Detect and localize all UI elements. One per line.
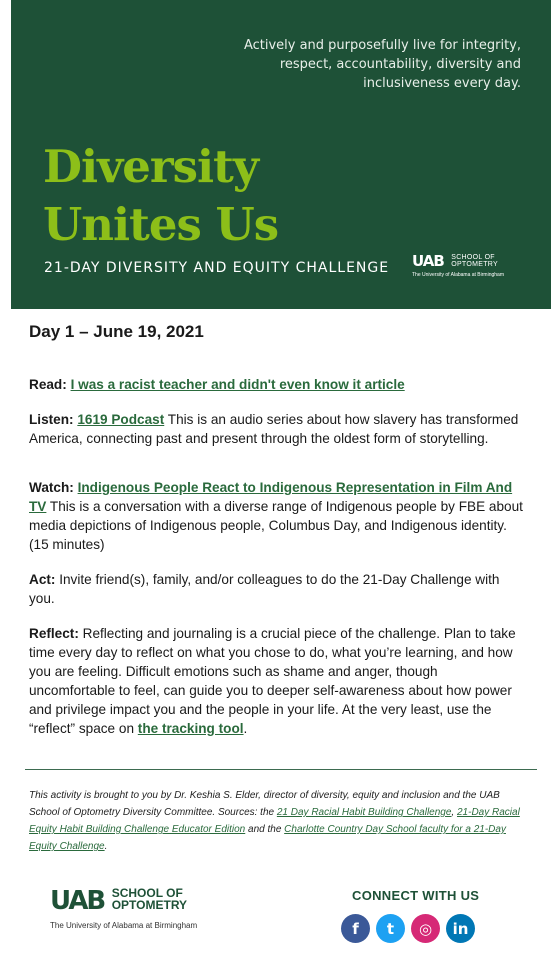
reflect-text: Reflecting and journaling is a crucial piece of the challenge. Plan to take time every day to reflect on what you chose to do, what you’re learning, and how you are feeling. Difficult emotions such as shame and anger, though uncomfortable to feel, can guide you to deeper self-awareness about how power and privilege impact you and the people in your life. At the very least, use the “reflect” space on — [29, 626, 516, 736]
connect-heading: CONNECT WITH US — [352, 888, 480, 903]
footer-logo-text — [112, 887, 187, 911]
banner-subtitle: 21-DAY DIVERSITY AND EQUITY CHALLENGE — [44, 260, 390, 276]
reflect-label: Reflect: — [29, 626, 79, 641]
logo-line2: OPTOMETRY — [451, 261, 499, 268]
watch-label: Watch: — [29, 480, 74, 495]
read-article-link[interactable]: I was a racist teacher and didn't even know it article — [70, 377, 405, 392]
banner-title-line1: Diversity — [43, 140, 258, 193]
listen-text: This is an audio series about how slavery has transformed America, connecting past and present through the oldest form of storytelling. — [29, 412, 519, 446]
reflect-end: . — [243, 721, 248, 736]
divider — [25, 769, 537, 770]
hero-banner — [11, 0, 551, 309]
logo-subtitle: The University of Alabama at Birmingham — [412, 272, 504, 278]
instagram-icon[interactable]: ◎ — [411, 914, 440, 943]
listen-section — [29, 410, 527, 448]
video-link[interactable]: Indigenous People React to Indigenous Representation in Film And TV — [29, 480, 513, 514]
read-section — [29, 375, 527, 394]
uab-logo-text — [451, 254, 498, 268]
credit-end: . — [104, 841, 108, 852]
tracking-tool-link[interactable]: the tracking tool — [137, 721, 244, 736]
watch-text: This is a conversation with a diverse range of Indigenous people by FBE about media depictions of Indigenous people, Columbus Day, and Indigenous identity. (15 minutes) — [29, 499, 523, 552]
logo-line1: SCHOOL OF — [451, 254, 495, 261]
watch-section — [29, 478, 527, 554]
footer-logo-subtitle: The University of Alabama at Birmingham — [50, 921, 198, 930]
act-text: Invite friend(s), family, and/or colleagues to do the 21-Day Challenge with you. — [29, 572, 500, 606]
listen-label: Listen: — [29, 412, 74, 427]
uab-logo — [412, 252, 504, 278]
podcast-link[interactable]: 1619 Podcast — [77, 412, 165, 427]
challenge-content — [29, 318, 527, 754]
credit-text — [29, 787, 529, 855]
source-link-2[interactable]: 21-Day Racial Equity Habit Building Challenge Educator Edition — [29, 807, 520, 835]
social-links — [341, 914, 475, 943]
day-heading: Day 1 – June 19, 2021 — [29, 322, 204, 341]
twitter-icon[interactable]: t — [376, 914, 405, 943]
footer-logo-line1: SCHOOL OF — [111, 886, 183, 900]
footer-logo-mark: UAB — [50, 886, 105, 916]
linkedin-icon[interactable]: in — [446, 914, 475, 943]
credit-sep1: , — [451, 807, 457, 818]
source-link-3[interactable]: Charlotte Country Day School faculty for a 21-Day Equity Challenge — [29, 824, 506, 852]
act-section — [29, 570, 527, 608]
uab-logo-mark: UAB — [412, 252, 444, 270]
banner-tagline: Actively and purposefully live for integrity, respect, accountability, diversity and inclusiveness every day. — [243, 38, 521, 91]
credit-intro: This activity is brought to you by Dr. Keshia S. Elder, director of diversity, equity and inclusion and the UAB School of Optometry Diversity Committee. Sources: the — [29, 790, 500, 818]
credit-sep2: and the — [245, 824, 285, 835]
act-label: Act: — [29, 572, 56, 587]
footer-uab-logo[interactable] — [50, 886, 198, 930]
facebook-icon[interactable]: f — [341, 914, 370, 943]
banner-title — [43, 138, 278, 254]
source-link-1[interactable]: 21 Day Racial Habit Building Challenge — [276, 807, 452, 818]
reflect-section — [29, 624, 527, 738]
footer-logo-line2: OPTOMETRY — [111, 898, 188, 912]
banner-title-line2: Unites Us — [43, 198, 279, 251]
read-label: Read: — [29, 377, 67, 392]
